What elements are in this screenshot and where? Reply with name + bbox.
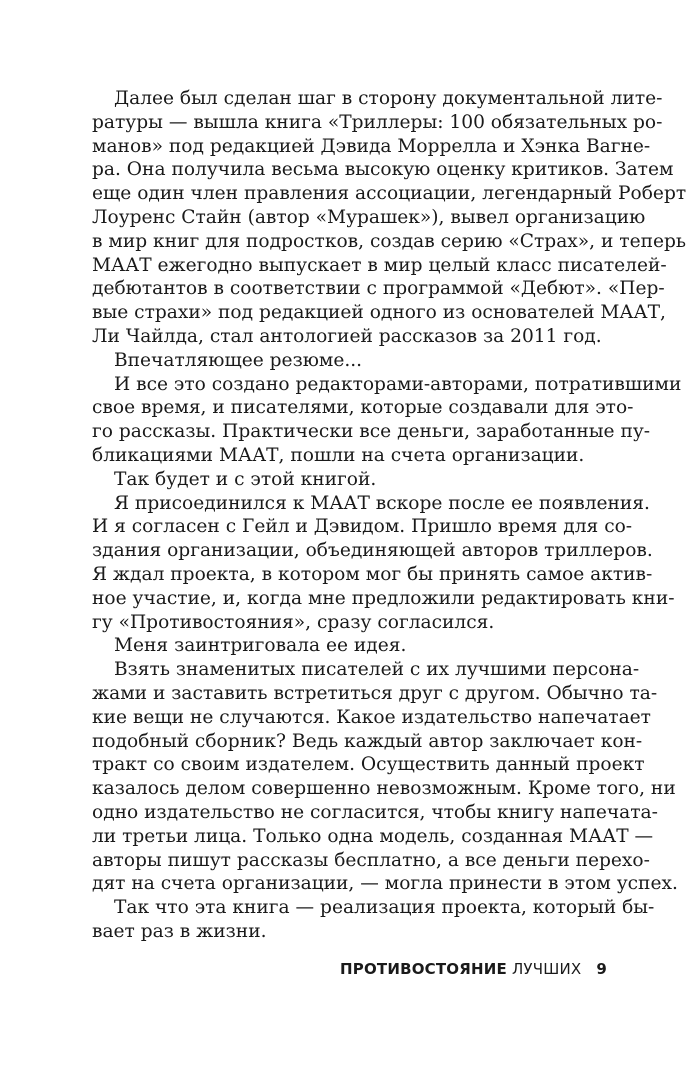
text-line: МААТ ежегодно выпускает в мир целый класс писателей- [92, 254, 667, 276]
text-line: вает раз в жизни. [92, 920, 267, 942]
paragraph [92, 468, 620, 492]
text-line: ное участие, и, когда мне предложили редактировать кни- [92, 587, 675, 609]
text-line: Далее был сделан шаг в сторону документальной лите- [114, 88, 663, 109]
text-line: тракт со своим издателем. Осуществить данный проект [92, 754, 645, 776]
text-line: вые страхи» под редакцией одного из основателей МААТ, [92, 302, 666, 324]
text-line: Взять знаменитых писателей с их лучшими персона- [114, 659, 640, 681]
text-line: Я присоединился к МААТ вскоре после ее появления. [114, 492, 650, 514]
text-line: Впечатляющее резюме... [114, 349, 363, 371]
text-line: манов» под редакцией Дэвида Моррелла и Хэнка Вагне- [92, 135, 651, 157]
text-line: дебютантов в соответствии с программой «Дебют». «Пер- [92, 278, 665, 300]
text-line: здания организации, объединяющей авторов триллеров. [92, 540, 653, 562]
text-line: ли третьи лица. Только одна модель, созданная МААТ — [92, 825, 654, 847]
text-line: Ли Чайлда, стал антологией рассказов за 2011 год. [92, 325, 602, 347]
body-text [92, 87, 687, 944]
running-footer [92, 960, 607, 978]
text-line: свое время, и писателями, которые создавали для это- [92, 397, 634, 419]
text-line: Так что эта книга — реализация проекта, который бы- [114, 897, 655, 919]
text-line: Так будет и с этой книгой. [114, 468, 377, 490]
text-line: Лоуренс Стайн (автор «Мурашек»), вывел организацию [92, 206, 646, 228]
paragraph [92, 634, 620, 658]
paragraph [92, 658, 678, 896]
text-line: Меня заинтриговала ее идея. [114, 635, 407, 657]
text-line: бликациями МААТ, пошли на счета организации. [92, 444, 585, 466]
text-line: ратуры — вышла книга «Триллеры: 100 обязательных ро- [92, 111, 663, 133]
text-line: одно издательство не согласится, чтобы книгу напечата- [92, 801, 658, 823]
text-line: И я согласен с Гейл и Дэвидом. Пришло время для со- [92, 516, 633, 538]
text-line: гу «Противостояния», сразу согласился. [92, 611, 495, 633]
text-line: авторы пишут рассказы бесплатно, а все деньги перехо- [92, 849, 650, 871]
text-line: дят на счета организации, — могла принести в этом успех. [92, 873, 678, 895]
paragraph [92, 349, 620, 373]
text-line: в мир книг для подростков, создав серию «Страх», и теперь [92, 230, 686, 252]
text-line: жами и заставить встретиться друг с другом. Обычно та- [92, 682, 658, 704]
text-line: ра. Она получила весьма высокую оценку критиков. Затем [92, 159, 674, 181]
paragraph [92, 87, 687, 349]
paragraph [92, 896, 655, 944]
text-line: казалось делом совершенно невозможным. Кроме того, ни [92, 778, 676, 800]
page-number: 9 [596, 960, 607, 978]
text-line: кие вещи не случаются. Какое издательство напечатает [92, 706, 651, 728]
paragraph [92, 492, 675, 635]
text-line: го рассказы. Практически все деньги, заработанные пу- [92, 421, 651, 443]
text-line: И все это создано редакторами-авторами, потратившими [114, 373, 682, 395]
text-line: подобный сборник? Ведь каждый автор заключает кон- [92, 730, 643, 752]
paragraph [92, 373, 682, 468]
footer-book-title-light: ЛУЧШИХ [511, 960, 582, 978]
footer-book-title-bold: ПРОТИВОСТОЯНИЕ [340, 960, 507, 978]
text-line: еще один член правления ассоциации, легендарный Роберт [92, 183, 687, 205]
text-line: Я ждал проекта, в котором мог бы принять самое актив- [92, 563, 653, 585]
